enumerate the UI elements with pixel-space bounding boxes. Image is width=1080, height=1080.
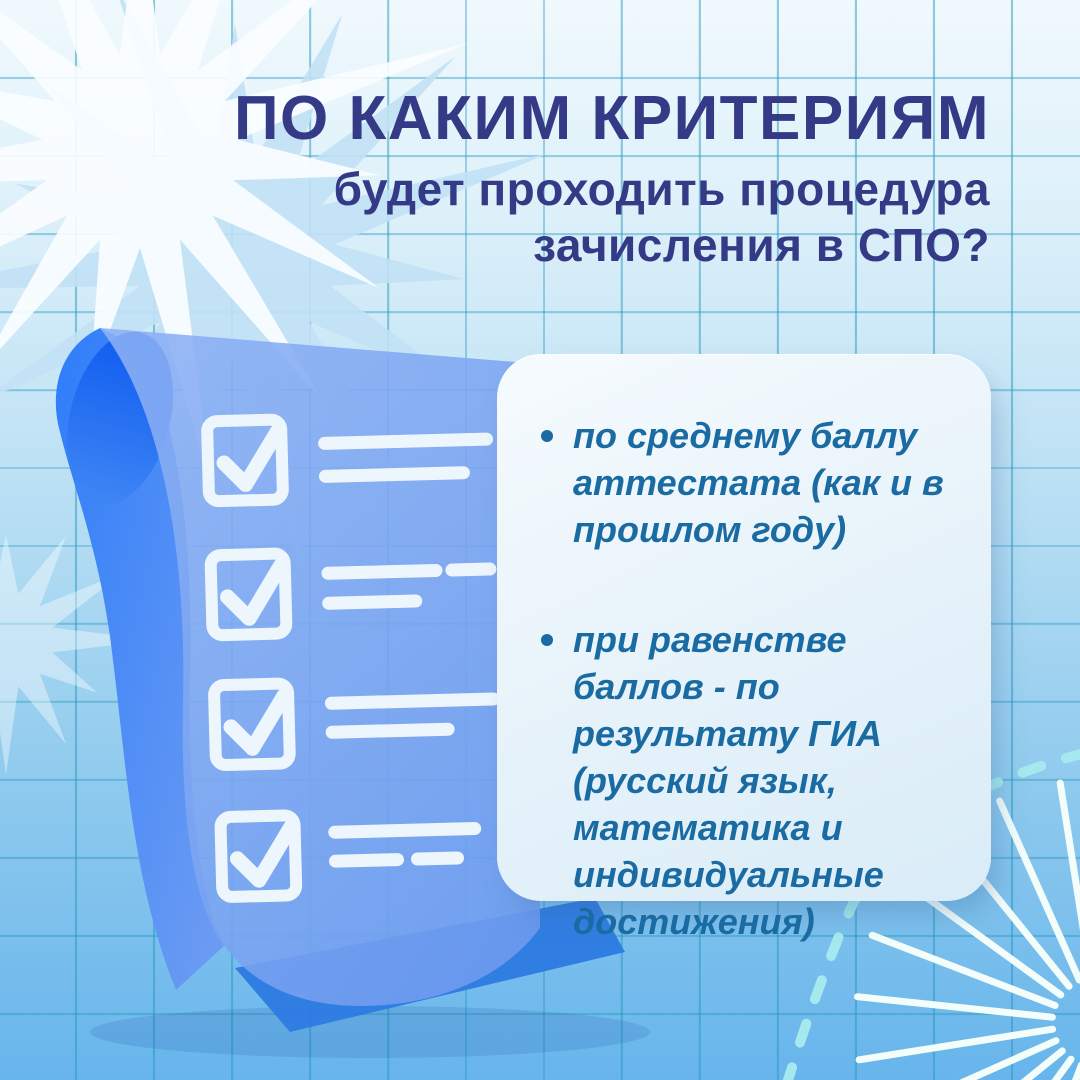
criteria-item-average-score: по среднему баллу аттестата (как и в прошлом году) <box>573 412 945 553</box>
criteria-item-gia-results: при равенстве баллов - по результату ГИА (русский язык, математика и индивидуальные достижения) <box>573 616 945 945</box>
page-subtitle-line1: будет проходить процедура <box>333 163 990 215</box>
scroll-shadow <box>90 1006 650 1058</box>
criteria-card <box>497 354 991 942</box>
page-title: ПО КАКИМ КРИТЕРИЯМ <box>233 84 990 153</box>
criteria-list <box>573 412 951 945</box>
page-subtitle-line2: зачисления в СПО? <box>533 219 990 271</box>
headline <box>120 86 990 273</box>
